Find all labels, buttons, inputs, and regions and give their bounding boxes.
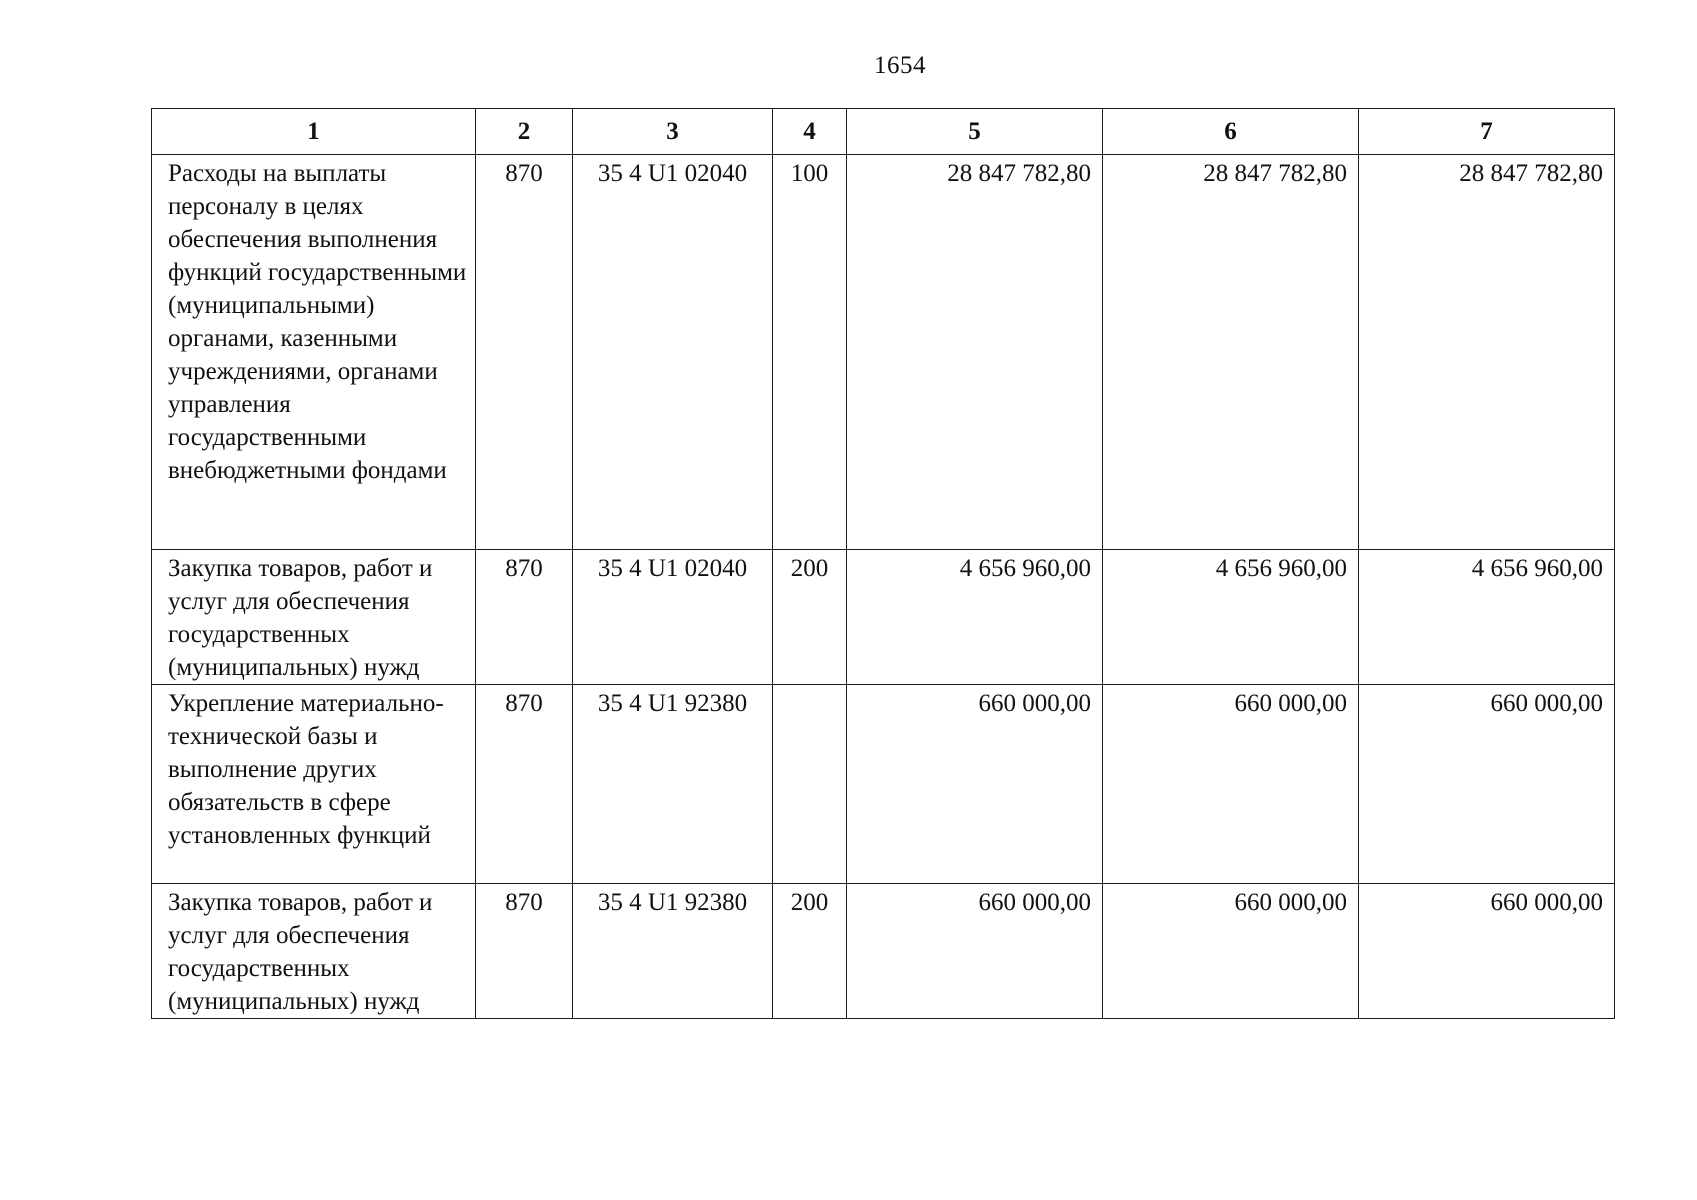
expense-name-cell: Закупка товаров, работ и услуг для обеспечения государственных (муниципальных) нужд [152, 550, 476, 685]
amount-col6-cell: 660 000,00 [1103, 884, 1359, 1019]
amount-col6-cell: 4 656 960,00 [1103, 550, 1359, 685]
column-header-6: 6 [1103, 109, 1359, 155]
target-article-cell: 35 4 U1 02040 [573, 550, 773, 685]
amount-col5-cell: 660 000,00 [847, 685, 1103, 884]
expense-type-cell: 200 [773, 550, 847, 685]
amount-col5-cell: 28 847 782,80 [847, 155, 1103, 550]
code-cell: 870 [476, 155, 573, 550]
amount-col6-cell: 660 000,00 [1103, 685, 1359, 884]
amount-col7-cell: 4 656 960,00 [1359, 550, 1615, 685]
target-article-cell: 35 4 U1 92380 [573, 685, 773, 884]
column-header-1: 1 [152, 109, 476, 155]
budget-table [151, 108, 1615, 1019]
amount-col5-cell: 4 656 960,00 [847, 550, 1103, 685]
column-header-7: 7 [1359, 109, 1615, 155]
column-header-3: 3 [573, 109, 773, 155]
expense-type-cell: 100 [773, 155, 847, 550]
code-cell: 870 [476, 884, 573, 1019]
column-header-5: 5 [847, 109, 1103, 155]
code-cell: 870 [476, 685, 573, 884]
table-row [152, 685, 1615, 884]
column-header-2: 2 [476, 109, 573, 155]
table-row [152, 884, 1615, 1019]
target-article-cell: 35 4 U1 02040 [573, 155, 773, 550]
expense-type-cell [773, 685, 847, 884]
expense-type-cell: 200 [773, 884, 847, 1019]
column-header-4: 4 [773, 109, 847, 155]
amount-col7-cell: 660 000,00 [1359, 685, 1615, 884]
amount-col7-cell: 660 000,00 [1359, 884, 1615, 1019]
expense-name-cell: Расходы на выплаты персоналу в целях обеспечения выполнения функций государственными (муниципальными) органами, казенными учреждениями, органами управления государственными внебюджетными фондами [152, 155, 476, 550]
page-number: 1654 [874, 52, 926, 79]
amount-col5-cell: 660 000,00 [847, 884, 1103, 1019]
target-article-cell: 35 4 U1 92380 [573, 884, 773, 1019]
table-header-row [152, 109, 1615, 155]
expense-name-cell: Закупка товаров, работ и услуг для обеспечения государственных (муниципальных) нужд [152, 884, 476, 1019]
expense-name-cell: Укрепление материально-технической базы и выполнение других обязательств в сфере установленных функций [152, 685, 476, 884]
amount-col7-cell: 28 847 782,80 [1359, 155, 1615, 550]
amount-col6-cell: 28 847 782,80 [1103, 155, 1359, 550]
code-cell: 870 [476, 550, 573, 685]
table-row [152, 155, 1615, 550]
table-row [152, 550, 1615, 685]
